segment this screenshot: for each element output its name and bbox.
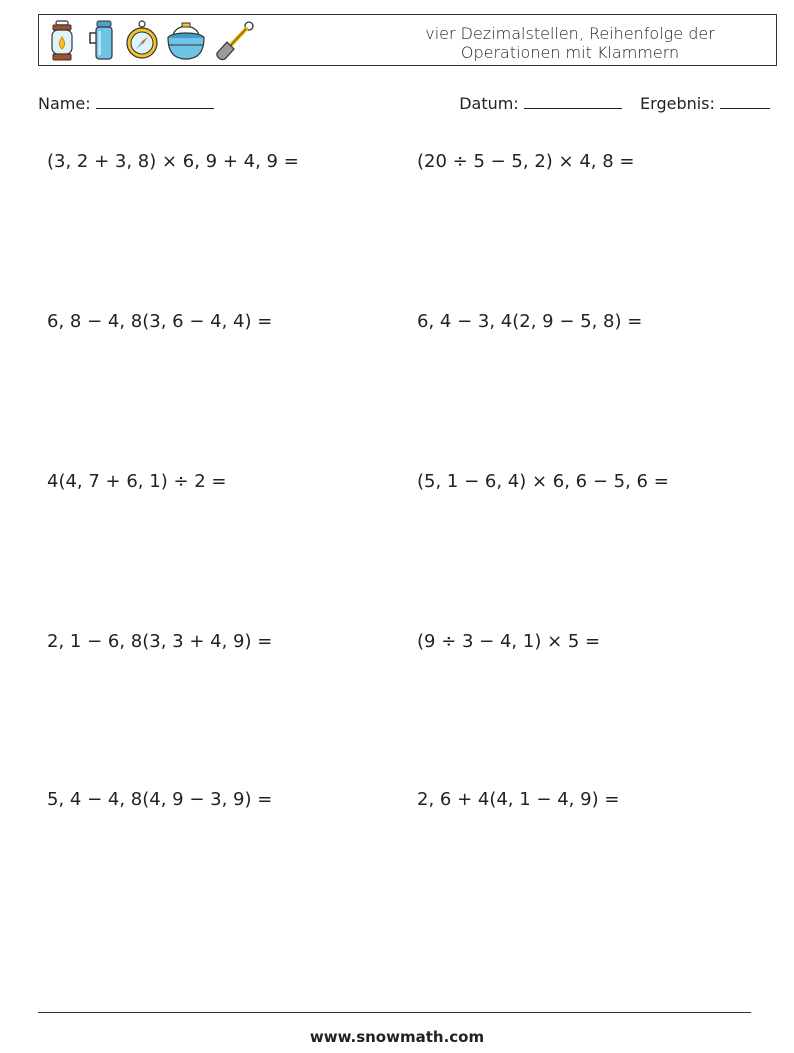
name-blank[interactable] bbox=[96, 93, 214, 109]
header-icons bbox=[45, 19, 257, 63]
problem-1: (3, 2 + 3, 8) × 6, 9 + 4, 9 = bbox=[47, 151, 299, 172]
worksheet-title bbox=[410, 24, 730, 62]
result-blank[interactable] bbox=[720, 93, 770, 109]
shovel-icon bbox=[213, 19, 257, 63]
header-box bbox=[38, 14, 777, 66]
result-label: Ergebnis: bbox=[640, 94, 715, 113]
problem-7: 2, 1 − 6, 8(3, 3 + 4, 9) = bbox=[47, 631, 273, 652]
name-field bbox=[38, 93, 214, 113]
problem-8: (9 ÷ 3 − 4, 1) × 5 = bbox=[417, 631, 601, 652]
date-blank[interactable] bbox=[524, 93, 622, 109]
problem-5: 4(4, 7 + 6, 1) ÷ 2 = bbox=[47, 471, 227, 492]
title-line-2: Operationen mit Klammern bbox=[460, 43, 680, 62]
problem-10: 2, 6 + 4(4, 1 − 4, 9) = bbox=[417, 789, 620, 810]
problem-4: 6, 4 − 3, 4(2, 9 − 5, 8) = bbox=[417, 311, 643, 332]
date-label: Datum: bbox=[459, 94, 519, 113]
footer-divider bbox=[38, 1012, 751, 1013]
problem-2: (20 ÷ 5 − 5, 2) × 4, 8 = bbox=[417, 151, 635, 172]
footer-url[interactable]: www.snowmath.com bbox=[309, 1028, 485, 1046]
thermos-icon bbox=[85, 19, 119, 63]
problem-9: 5, 4 − 4, 8(4, 9 − 3, 9) = bbox=[47, 789, 273, 810]
bucket-icon bbox=[165, 19, 207, 63]
name-label: Name: bbox=[38, 94, 91, 113]
compass-icon bbox=[125, 19, 159, 63]
date-result-fields bbox=[459, 93, 770, 113]
problem-3: 6, 8 − 4, 8(3, 6 − 4, 4) = bbox=[47, 311, 273, 332]
problem-6: (5, 1 − 6, 4) × 6, 6 − 5, 6 = bbox=[417, 471, 669, 492]
lantern-icon bbox=[45, 19, 79, 63]
title-line-1: vier Dezimalstellen, Reihenfolge der bbox=[425, 24, 715, 43]
